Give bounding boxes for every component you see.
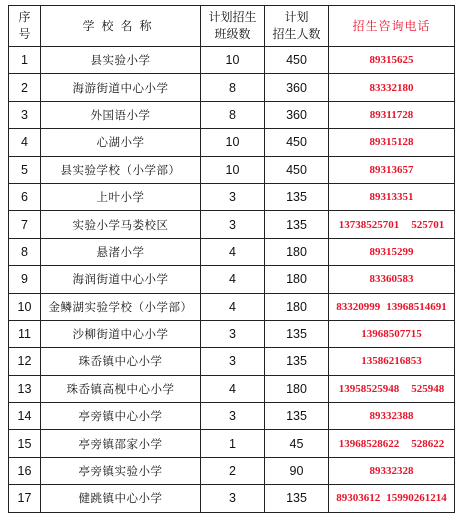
school-name: 海游街道中心小学 [41,74,201,101]
phone-cell [329,457,455,484]
table-row [9,129,455,156]
phone-number: 89303612 [336,492,381,505]
student-count: 180 [265,375,329,402]
table-row [9,457,455,484]
row-number: 6 [9,183,41,210]
header-row [9,6,455,47]
enrollment-table-container [8,5,455,513]
student-count: 450 [265,47,329,74]
phone-cell [329,320,455,347]
school-name: 亭旁镇邵家小学 [41,430,201,457]
table-row [9,293,455,320]
row-number: 12 [9,348,41,375]
class-count: 1 [201,430,265,457]
phone-number: 13586216853 [361,355,422,368]
student-count: 135 [265,183,329,210]
row-number: 3 [9,101,41,128]
school-name: 上叶小学 [41,183,201,210]
school-name: 外国语小学 [41,101,201,128]
header-school: 学校名称 [41,6,201,47]
school-name: 沙柳街道中心小学 [41,320,201,347]
phone-number: 89332328 [369,465,414,478]
row-number: 15 [9,430,41,457]
phone-cell [329,47,455,74]
row-number: 8 [9,238,41,265]
table-row [9,156,455,183]
phone-cell [329,403,455,430]
phone-number: 83332180 [369,81,414,94]
phone-cell [329,375,455,402]
row-number: 4 [9,129,41,156]
table-row [9,348,455,375]
class-count: 4 [201,238,265,265]
phone-cell [329,211,455,238]
phone-cell [329,266,455,293]
class-count: 8 [201,74,265,101]
phone-number: 83360583 [369,273,414,286]
phone-number: 13968528622 [338,437,400,450]
school-name: 县实验学校（小学部） [41,156,201,183]
student-count: 135 [265,320,329,347]
class-count: 3 [201,211,265,238]
phone-number: 89315128 [369,136,414,149]
phone-number: 13958525948 [338,382,400,395]
class-count: 3 [201,348,265,375]
school-name: 珠岙镇高枧中心小学 [41,375,201,402]
table-row [9,403,455,430]
table-row [9,183,455,210]
table-row [9,266,455,293]
row-number: 16 [9,457,41,484]
enrollment-table [8,5,455,513]
row-number: 13 [9,375,41,402]
table-row [9,211,455,238]
school-name: 珠岙镇中心小学 [41,348,201,375]
student-count: 135 [265,485,329,512]
phone-cell [329,183,455,210]
header-students [265,6,329,47]
header-classes-line-2: 班级数 [214,27,251,41]
phone-number: 13738525701 [338,218,400,231]
row-number: 5 [9,156,41,183]
phone-number: 89313351 [369,191,414,204]
table-row [9,47,455,74]
phone-cell [329,238,455,265]
student-count: 45 [265,430,329,457]
student-count: 180 [265,293,329,320]
school-name: 海润街道中心小学 [41,266,201,293]
table-row [9,74,455,101]
header-seq-line-2: 号 [18,27,31,41]
class-count: 2 [201,457,265,484]
phone-number: 83320999 [336,300,381,313]
header-students-line-2: 招生人数 [272,27,321,41]
table-row [9,430,455,457]
student-count: 360 [265,101,329,128]
class-count: 3 [201,320,265,347]
school-name: 实验小学马娄校区 [41,211,201,238]
student-count: 90 [265,457,329,484]
phone-number: 89315625 [369,54,414,67]
header-phone: 招生咨询电话 [329,6,455,47]
phone-cell [329,129,455,156]
class-count: 3 [201,485,265,512]
student-count: 135 [265,348,329,375]
school-name: 亭旁镇实验小学 [41,457,201,484]
phone-number: 525948 [411,382,445,395]
student-count: 450 [265,156,329,183]
class-count: 10 [201,47,265,74]
table-body [9,47,455,513]
student-count: 135 [265,403,329,430]
table-row [9,101,455,128]
school-name: 心湖小学 [41,129,201,156]
class-count: 4 [201,293,265,320]
class-count: 10 [201,156,265,183]
header-students-line-1: 计划 [284,10,309,24]
phone-cell [329,293,455,320]
phone-number: 89315299 [369,245,414,258]
phone-cell [329,430,455,457]
row-number: 14 [9,403,41,430]
phone-cell [329,74,455,101]
row-number: 7 [9,211,41,238]
phone-number: 15990261214 [386,492,447,505]
row-number: 11 [9,320,41,347]
row-number: 17 [9,485,41,512]
student-count: 450 [265,129,329,156]
student-count: 180 [265,238,329,265]
school-name: 悬渚小学 [41,238,201,265]
table-row [9,375,455,402]
school-name: 县实验小学 [41,47,201,74]
row-number: 9 [9,266,41,293]
table-row [9,238,455,265]
phone-cell [329,485,455,512]
header-classes [201,6,265,47]
school-name: 健跳镇中心小学 [41,485,201,512]
student-count: 135 [265,211,329,238]
row-number: 10 [9,293,41,320]
phone-number: 13968514691 [386,300,447,313]
class-count: 10 [201,129,265,156]
phone-number: 89332388 [369,410,414,423]
phone-number: 13968507715 [361,328,422,341]
phone-cell [329,156,455,183]
phone-number: 89313657 [369,163,414,176]
phone-cell [329,101,455,128]
class-count: 3 [201,403,265,430]
class-count: 3 [201,183,265,210]
header-classes-line-1: 计划招生 [208,10,257,24]
school-name: 金鳞湖实验学校（小学部） [41,293,201,320]
header-seq [9,6,41,47]
row-number: 1 [9,47,41,74]
student-count: 360 [265,74,329,101]
phone-number: 89311728 [369,108,414,121]
phone-cell [329,348,455,375]
class-count: 4 [201,375,265,402]
class-count: 4 [201,266,265,293]
table-row [9,485,455,512]
student-count: 180 [265,266,329,293]
phone-number: 528622 [411,437,445,450]
row-number: 2 [9,74,41,101]
school-name: 亭旁镇中心小学 [41,403,201,430]
table-row [9,320,455,347]
header-seq-line-1: 序 [18,10,31,24]
phone-number: 525701 [411,218,445,231]
class-count: 8 [201,101,265,128]
